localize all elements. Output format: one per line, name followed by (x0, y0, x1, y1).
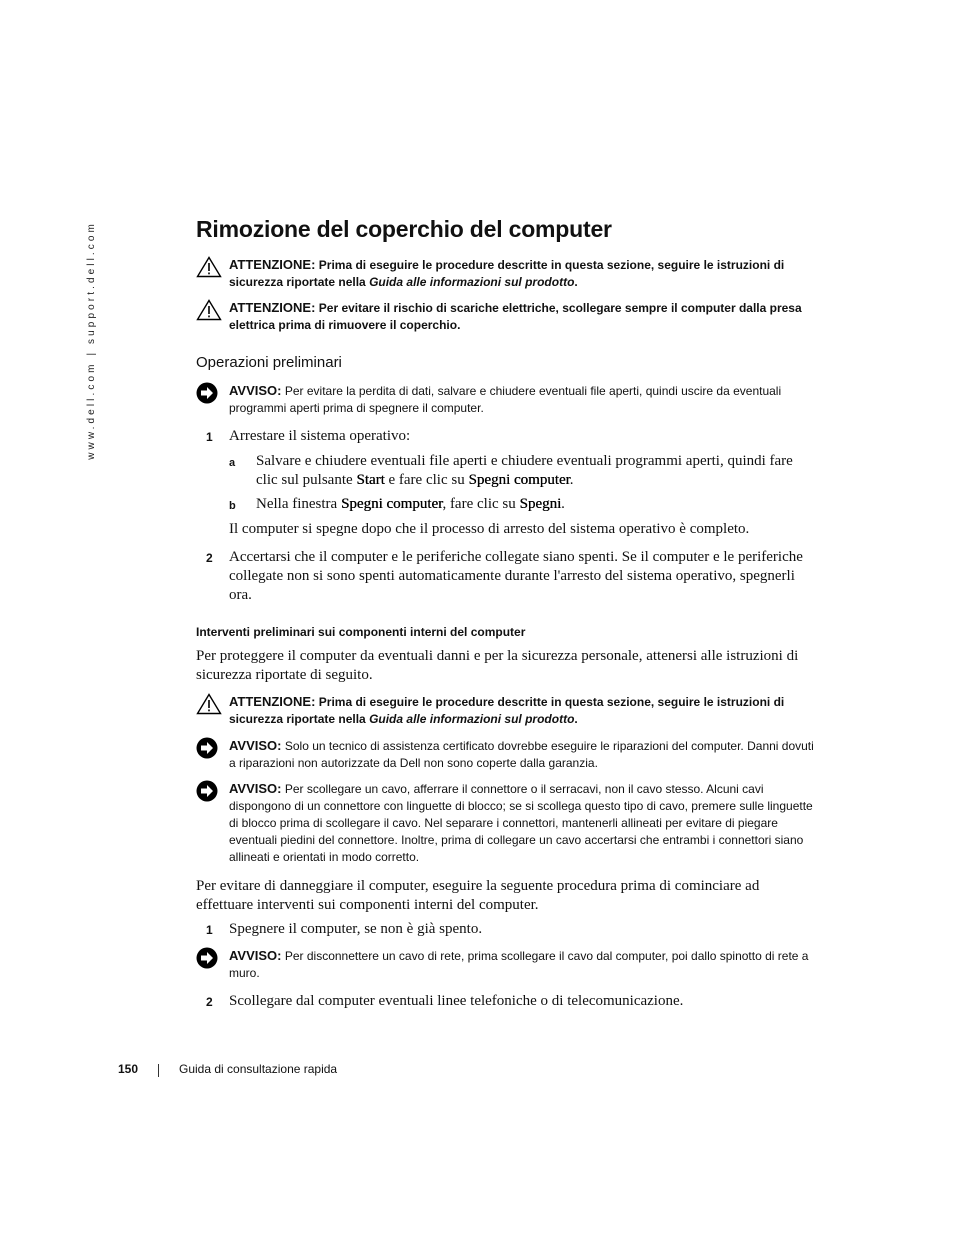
notice-label: AVVISO: (229, 948, 282, 963)
notice-text: Solo un tecnico di assistenza certificato dovrebbe eseguire le riparazioni del computer. Danni dovuti a riparazioni non autorizzate da Dell non sono coperte dalla garanzia. (229, 739, 814, 770)
footer-divider (158, 1064, 159, 1077)
step-disconnect-lines (196, 992, 816, 1011)
caution-end: . (574, 712, 578, 726)
notice-text: Per disconnettere un cavo di rete, prima scollegare il cavo dal computer, poi dallo spinotto di rete a muro. (229, 949, 809, 980)
precaution-paragraph: Per evitare di danneggiare il computer, eseguire la seguente procedura prima di cominciare ad effettuare interventi sui componenti interni del computer. (196, 878, 760, 913)
notice-note-1 (196, 382, 816, 417)
caution-text: Prima di eseguire le procedure descritte in questa sezione, seguire le istruzioni di sicurezza riportate nella (229, 258, 785, 289)
step-text: Scollegare dal computer eventuali linee telefoniche o di telecomunicazione. (229, 993, 684, 1009)
warning-icon (196, 299, 222, 321)
shutdown-option-ref: Spegni (519, 496, 562, 512)
caution-note-3 (196, 693, 816, 728)
sidebar-url-text: www.dell.com | support.dell.com (85, 221, 97, 460)
step-text: Accertarsi che il computer e le periferiche collegate siano spenti. Se il computer e le periferiche collegate non si sono spenti automaticamente durante l'arresto del sistema operativo, spegnerli ora. (229, 549, 803, 603)
notice-arrow-icon (196, 737, 218, 759)
sidebar-url (82, 221, 100, 460)
start-button-ref: Start (356, 472, 385, 488)
caution-note-1 (196, 256, 816, 291)
notice-label: AVVISO: (229, 383, 282, 398)
substep-text: , fare clic su (442, 496, 520, 512)
notice-text: Per evitare la perdita di dati, salvare e chiudere eventuali file aperti, quindi uscire da eventuali programmi aperti prima di spegnere il computer. (229, 384, 782, 415)
step-number: 1 (206, 430, 213, 444)
substep-b (229, 495, 816, 514)
notice-label: AVVISO: (229, 738, 282, 753)
step-number: 1 (206, 923, 213, 937)
caution-text: Prima di eseguire le procedure descritte in questa sezione, seguire le istruzioni di sicurezza riportate nella (229, 695, 785, 726)
step-power-off (196, 920, 816, 939)
section-heading-preliminary: Operazioni preliminari (196, 354, 342, 371)
substep-text: Salvare e chiudere eventuali file aperti e chiudere eventuali programmi aperti, quindi fare clic sul pulsante (256, 453, 793, 488)
substep-text: Nella finestra (256, 496, 341, 512)
caution-note-2 (196, 299, 816, 334)
shutdown-window-ref: Spegni computer (340, 496, 443, 512)
step-text: Spegnere il computer, se non è già spento. (229, 921, 483, 937)
substep-text: e fare clic su (384, 472, 469, 488)
step-number: 2 (206, 995, 213, 1009)
substep-text: . (569, 472, 574, 488)
guide-title: Guida alle informazioni sul prodotto (369, 712, 575, 726)
notice-note-3 (196, 780, 816, 866)
notice-arrow-icon (196, 947, 218, 969)
notice-arrow-icon (196, 382, 218, 404)
guide-title: Guida alle informazioni sul prodotto (369, 275, 575, 289)
footer-title: Guida di consultazione rapida (179, 1062, 338, 1076)
notice-note-2 (196, 737, 816, 772)
intro-paragraph: Per proteggere il computer da eventuali danni e per la sicurezza personale, attenersi alle istruzioni di sicurezza riportate di seguito. (196, 648, 799, 683)
notice-note-4 (196, 947, 816, 982)
page-number: 150 (118, 1062, 139, 1076)
warning-icon (196, 693, 222, 715)
step-number: 2 (206, 551, 213, 565)
notice-label: AVVISO: (229, 781, 282, 796)
caution-label: ATTENZIONE: (229, 300, 316, 315)
step-2 (196, 548, 816, 605)
caution-label: ATTENZIONE: (229, 257, 316, 272)
subsection-heading: Interventi preliminari sui componenti interni del computer (196, 625, 526, 639)
substep-letter: a (229, 457, 236, 469)
substep-letter: b (229, 500, 236, 512)
notice-arrow-icon (196, 780, 218, 802)
step-1 (196, 427, 816, 446)
substep-a (229, 452, 816, 490)
caution-text: Per evitare il rischio di scariche elettriche, scollegare sempre il computer dalla presa elettrica prima di rimuovere il coperchio. (229, 301, 802, 332)
caution-label: ATTENZIONE: (229, 694, 316, 709)
notice-text: Per scollegare un cavo, afferrare il connettore o il serracavi, non il cavo stesso. Alcuni cavi dispongono di un connettore con linguette di blocco; se si scollega questo tipo di cavo, premere sulle linguette di blocco prima di scollegare il cavo. Nel separare i connettori, mantenerli allineati per evitare di piegare eventuali piedini del connettore. Inoltre, prima di collegare un cavo accertarsi che entrambi i connettori siano allineati e orientati in modo corretto. (229, 782, 813, 864)
step-text: Arrestare il sistema operativo: (229, 428, 411, 444)
step-1-result: Il computer si spegne dopo che il processo di arresto del sistema operativo è completo. (229, 521, 750, 537)
caution-end: . (574, 275, 578, 289)
warning-icon (196, 256, 222, 278)
page-title: Rimozione del coperchio del computer (196, 216, 612, 242)
substep-text: . (561, 496, 565, 512)
shutdown-ref: Spegni computer (468, 472, 570, 488)
